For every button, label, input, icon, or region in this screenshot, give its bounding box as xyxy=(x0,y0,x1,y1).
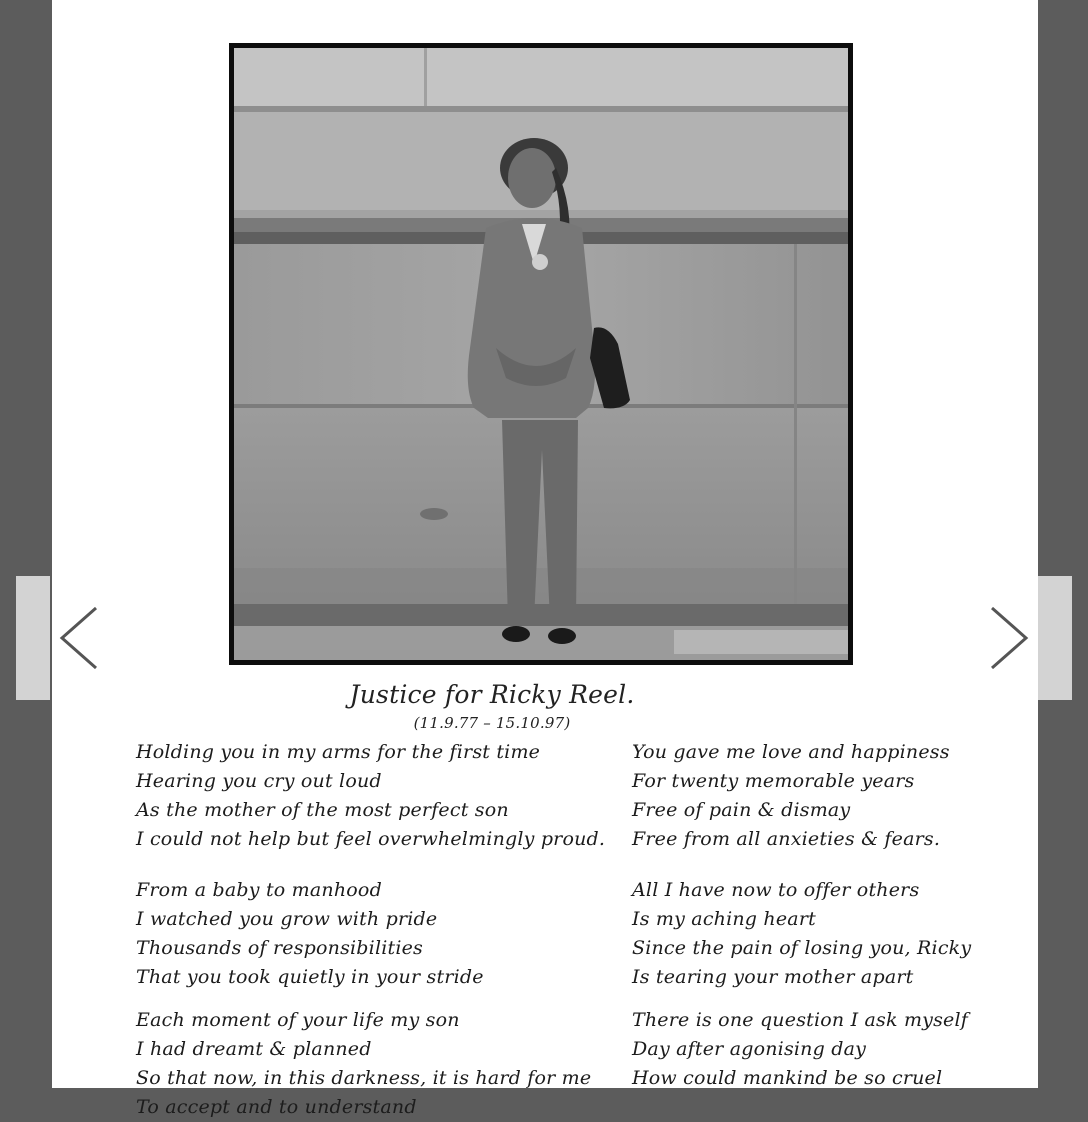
portrait-image xyxy=(234,48,848,660)
poem-title: Justice for Ricky Reel. xyxy=(349,680,635,709)
poem-dates: (11.9.77 – 15.10.97) xyxy=(413,714,571,732)
poem-line: That you took quietly in your stride xyxy=(136,966,484,988)
poem-right-column xyxy=(632,738,1032,1093)
poem-line: Each moment of your life my son xyxy=(136,1009,460,1031)
poem-line: Thousands of responsibilities xyxy=(136,937,424,959)
document-page xyxy=(52,0,1038,1118)
poem-line: I could not help but feel overwhelmingly proud. xyxy=(136,828,606,850)
prev-page-tab[interactable] xyxy=(16,576,50,700)
stanza xyxy=(136,738,634,854)
poem-line: I watched you grow with pride xyxy=(136,908,438,930)
poem-left-column xyxy=(136,738,634,1122)
chevron-right-icon xyxy=(984,604,1032,672)
poem-line: There is one question I ask myself xyxy=(632,1009,968,1031)
portrait-photo xyxy=(229,43,853,665)
poem-line: For twenty memorable years xyxy=(632,770,915,792)
stanza xyxy=(632,738,1032,854)
poem-line: Since the pain of losing you, Ricky xyxy=(632,937,972,959)
poem-line: From a baby to manhood xyxy=(136,879,382,901)
poem-line: Day after agonising day xyxy=(632,1038,867,1060)
poem-line: All I have now to offer others xyxy=(632,879,920,901)
poem-line: Free of pain & dismay xyxy=(632,799,851,821)
poem-line: I had dreamt & planned xyxy=(136,1038,372,1060)
poem-line: How could mankind be so cruel xyxy=(632,1067,943,1089)
poem-line: As the mother of the most perfect son xyxy=(136,799,509,821)
poem-line: Is my aching heart xyxy=(632,908,816,930)
poem-line: So that now, in this darkness, it is hard for me xyxy=(136,1067,592,1089)
poem-line: Free from all anxieties & fears. xyxy=(632,828,941,850)
stanza xyxy=(136,876,634,992)
next-button[interactable] xyxy=(984,604,1032,672)
stanza xyxy=(632,1006,1032,1093)
poem-line: Is tearing your mother apart xyxy=(632,966,914,988)
chevron-left-icon xyxy=(56,604,104,672)
poem-line: To accept and to understand xyxy=(136,1096,417,1118)
poem-line: You gave me love and happiness xyxy=(632,741,950,763)
poem-line: Hearing you cry out loud xyxy=(136,770,382,792)
previous-button[interactable] xyxy=(56,604,104,672)
poem-line: Holding you in my arms for the first time xyxy=(136,741,541,763)
stanza xyxy=(632,876,1032,992)
next-page-tab[interactable] xyxy=(1038,576,1072,700)
stanza xyxy=(136,1006,634,1122)
